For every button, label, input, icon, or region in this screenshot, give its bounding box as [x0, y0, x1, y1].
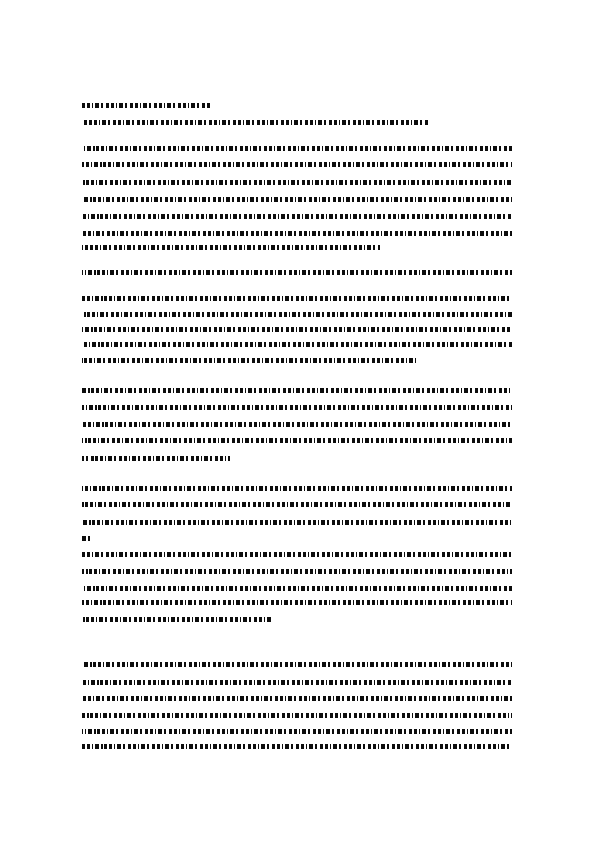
paragraph-5-line-4: [82, 600, 512, 605]
paragraph-5-line-1: [82, 552, 512, 557]
paragraph-2-line-2: [82, 296, 512, 301]
paragraph-2-line-3: [82, 312, 512, 317]
paragraph-1-line-7: [82, 245, 380, 250]
paragraph-3-line-5: [82, 456, 230, 461]
paragraph-4-line-1: [82, 486, 512, 491]
paragraph-5-line-2: [82, 569, 512, 574]
paragraph-1-line-2: [82, 162, 512, 167]
paragraph-6-line-3: [82, 696, 512, 701]
header-line-1: [82, 103, 210, 108]
paragraph-1-line-3: [82, 180, 512, 185]
paragraph-2-line-1: [82, 270, 512, 275]
paragraph-4-line-4: [82, 536, 90, 541]
paragraph-3-line-3: [82, 422, 512, 427]
paragraph-6-line-1: [82, 662, 512, 667]
paragraph-3-line-4: [82, 438, 512, 443]
paragraph-2-line-4: [82, 327, 512, 332]
header-line-2: [82, 120, 428, 125]
paragraph-1-line-5: [82, 214, 512, 219]
paragraph-6-line-6: [82, 744, 512, 749]
paragraph-5-line-5: [82, 617, 272, 622]
paragraph-1-line-1: [82, 146, 512, 151]
paragraph-1-line-6: [82, 231, 512, 236]
paragraph-6-line-2: [82, 680, 512, 685]
paragraph-1-line-4: [82, 197, 512, 202]
paragraph-3-line-1: [82, 388, 512, 393]
paragraph-4-line-2: [82, 502, 512, 507]
paragraph-3-line-2: [82, 405, 512, 410]
paragraph-6-line-4: [82, 713, 512, 718]
paragraph-6-line-5: [82, 729, 512, 734]
paragraph-2-line-6: [82, 358, 416, 363]
paragraph-5-line-3: [82, 586, 512, 591]
paragraph-4-line-3: [82, 520, 512, 525]
paragraph-2-line-5: [82, 342, 512, 347]
